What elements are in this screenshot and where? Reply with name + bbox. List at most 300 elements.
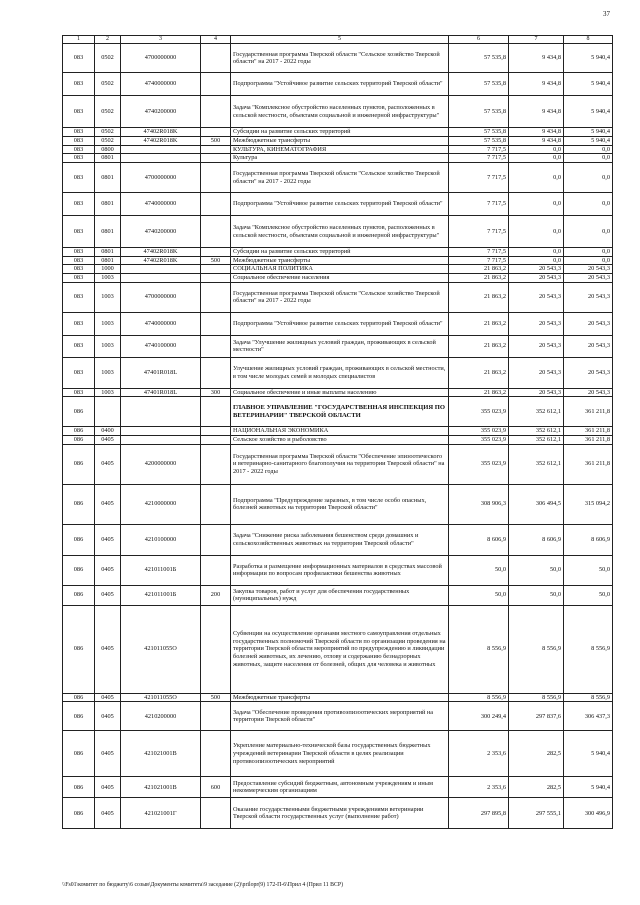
target-article-cell: 421011055О: [121, 605, 201, 693]
amount-2018-cell: 2 353,6: [449, 731, 509, 777]
amount-2020-cell: 0,0: [564, 193, 613, 216]
amount-2018-cell: 7 717,5: [449, 216, 509, 248]
admin-code-cell: 086: [63, 436, 95, 445]
section-code-cell: 0405: [95, 484, 121, 524]
expense-type-cell: [201, 702, 231, 731]
amount-2018-cell: 21 863,2: [449, 265, 509, 274]
table-row: [63, 555, 613, 585]
column-header: 7: [509, 36, 564, 44]
table-row: [63, 193, 613, 216]
amount-2019-cell: 352 612,1: [509, 436, 564, 445]
amount-2020-cell: 0,0: [564, 145, 613, 154]
admin-code-cell: 083: [63, 163, 95, 193]
section-code-cell: 0405: [95, 605, 121, 693]
expense-type-cell: [201, 44, 231, 73]
description-cell: Межбюджетные трансферты: [231, 256, 449, 265]
amount-2018-cell: 21 863,2: [449, 335, 509, 357]
amount-2020-cell: 5 940,4: [564, 731, 613, 777]
table-row: [63, 777, 613, 798]
target-article-cell: 47402R018K: [121, 248, 201, 257]
section-code-cell: 0801: [95, 216, 121, 248]
amount-2018-cell: 300 249,4: [449, 702, 509, 731]
amount-2020-cell: 306 437,3: [564, 702, 613, 731]
admin-code-cell: 086: [63, 693, 95, 702]
amount-2018-cell: 355 023,9: [449, 444, 509, 484]
admin-code-cell: 083: [63, 145, 95, 154]
table-row: [63, 388, 613, 397]
section-code-cell: 0405: [95, 585, 121, 605]
section-code-cell: 0502: [95, 73, 121, 96]
section-code-cell: 0801: [95, 163, 121, 193]
expense-type-cell: [201, 335, 231, 357]
table-row: [63, 248, 613, 257]
expense-type-cell: [201, 265, 231, 274]
amount-2019-cell: 20 543,3: [509, 357, 564, 388]
target-article-cell: 47402R018K: [121, 256, 201, 265]
section-code-cell: 0405: [95, 444, 121, 484]
amount-2019-cell: 9 434,8: [509, 136, 564, 145]
admin-code-cell: 083: [63, 216, 95, 248]
amount-2019-cell: 0,0: [509, 145, 564, 154]
target-article-cell: 4740200000: [121, 96, 201, 128]
description-cell: Закупка товаров, работ и услуг для обеспечения государственных (муниципальных) нужд: [231, 585, 449, 605]
admin-code-cell: 086: [63, 702, 95, 731]
section-code-cell: 1003: [95, 312, 121, 335]
admin-code-cell: 086: [63, 555, 95, 585]
section-code-cell: 0405: [95, 555, 121, 585]
amount-2019-cell: 0,0: [509, 256, 564, 265]
description-cell: Межбюджетные трансферты: [231, 693, 449, 702]
amount-2018-cell: 297 895,8: [449, 798, 509, 829]
target-article-cell: 4700000000: [121, 163, 201, 193]
amount-2019-cell: 9 434,8: [509, 96, 564, 128]
admin-code-cell: 083: [63, 274, 95, 283]
amount-2018-cell: 7 717,5: [449, 193, 509, 216]
amount-2019-cell: 50,0: [509, 555, 564, 585]
table-row: [63, 44, 613, 73]
amount-2019-cell: 20 543,3: [509, 388, 564, 397]
admin-code-cell: 083: [63, 312, 95, 335]
amount-2019-cell: 352 612,1: [509, 397, 564, 427]
amount-2018-cell: 8 556,9: [449, 605, 509, 693]
admin-code-cell: 083: [63, 154, 95, 163]
admin-code-cell: 083: [63, 193, 95, 216]
description-cell: Сельское хозяйство и рыболовство: [231, 436, 449, 445]
table-row: [63, 163, 613, 193]
amount-2018-cell: 57 535,8: [449, 73, 509, 96]
expense-type-cell: [201, 731, 231, 777]
amount-2018-cell: 57 535,8: [449, 96, 509, 128]
admin-code-cell: 086: [63, 427, 95, 436]
column-header: 2: [95, 36, 121, 44]
amount-2019-cell: 297 555,1: [509, 798, 564, 829]
description-cell: Подпрограмма "Предупреждение заразных, в том числе особо опасных, болезней животных на территории Тверской области": [231, 484, 449, 524]
section-code-cell: 0405: [95, 693, 121, 702]
amount-2020-cell: 315 094,2: [564, 484, 613, 524]
description-cell: Подпрограмма "Устойчивое развитие сельских территорий Тверской области": [231, 312, 449, 335]
amount-2020-cell: 0,0: [564, 163, 613, 193]
amount-2019-cell: 0,0: [509, 193, 564, 216]
amount-2020-cell: 5 940,4: [564, 73, 613, 96]
amount-2018-cell: 57 535,8: [449, 136, 509, 145]
description-cell: Социальное обеспечение и иные выплаты населению: [231, 388, 449, 397]
expense-type-cell: [201, 444, 231, 484]
amount-2018-cell: 57 535,8: [449, 128, 509, 137]
description-cell: Задача "Комплексное обустройство населенных пунктов, расположенных в сельской местности, объектами социальной и инженерной инфраструктуры": [231, 96, 449, 128]
admin-code-cell: 083: [63, 357, 95, 388]
section-code-cell: 0405: [95, 798, 121, 829]
target-article-cell: 47401R018L: [121, 357, 201, 388]
amount-2018-cell: 50,0: [449, 585, 509, 605]
amount-2018-cell: 355 023,9: [449, 397, 509, 427]
description-cell: Разработка и размещение информационных материалов в средствах массовой информации по вопросам профилактики бешенства животных: [231, 555, 449, 585]
table-row: [63, 335, 613, 357]
budget-table: [62, 35, 613, 829]
amount-2019-cell: 8 606,9: [509, 524, 564, 555]
amount-2020-cell: 361 211,8: [564, 427, 613, 436]
description-cell: Предоставление субсидий бюджетным, автономным учреждениям и иным некоммерческим организациям: [231, 777, 449, 798]
expense-type-cell: 500: [201, 136, 231, 145]
table-row: [63, 73, 613, 96]
amount-2018-cell: 7 717,5: [449, 154, 509, 163]
target-article-cell: 47401R018L: [121, 388, 201, 397]
description-cell: КУЛЬТУРА, КИНЕМАТОГРАФИЯ: [231, 145, 449, 154]
expense-type-cell: [201, 73, 231, 96]
amount-2018-cell: 355 023,9: [449, 436, 509, 445]
section-code-cell: 1003: [95, 388, 121, 397]
admin-code-cell: 086: [63, 585, 95, 605]
admin-code-cell: 086: [63, 524, 95, 555]
target-article-cell: 4700000000: [121, 44, 201, 73]
section-code-cell: 0801: [95, 193, 121, 216]
table-row: [63, 484, 613, 524]
section-code-cell: 0801: [95, 256, 121, 265]
expense-type-cell: [201, 193, 231, 216]
table-row: [63, 605, 613, 693]
table-row: [63, 444, 613, 484]
section-code-cell: 0502: [95, 136, 121, 145]
target-article-cell: 421011001Б: [121, 555, 201, 585]
amount-2020-cell: 5 940,4: [564, 777, 613, 798]
amount-2019-cell: 20 543,3: [509, 265, 564, 274]
amount-2019-cell: 297 837,6: [509, 702, 564, 731]
amount-2018-cell: 2 353,6: [449, 777, 509, 798]
target-article-cell: 421021001Г: [121, 798, 201, 829]
column-header: 3: [121, 36, 201, 44]
expense-type-cell: [201, 312, 231, 335]
amount-2020-cell: 361 211,8: [564, 397, 613, 427]
admin-code-cell: 083: [63, 388, 95, 397]
table-row: [63, 136, 613, 145]
amount-2019-cell: 20 543,3: [509, 335, 564, 357]
expense-type-cell: [201, 484, 231, 524]
amount-2020-cell: 20 543,3: [564, 274, 613, 283]
table-row: [63, 397, 613, 427]
expense-type-cell: [201, 274, 231, 283]
description-cell: Задача "Снижение риска заболевания бешенством среди домашних и сельскохозяйственных животных на территории Тверской области": [231, 524, 449, 555]
target-article-cell: 4200000000: [121, 444, 201, 484]
target-article-cell: 4210200000: [121, 702, 201, 731]
table-row: [63, 282, 613, 312]
table-row: [63, 436, 613, 445]
amount-2020-cell: 300 496,9: [564, 798, 613, 829]
amount-2020-cell: 50,0: [564, 555, 613, 585]
target-article-cell: [121, 427, 201, 436]
amount-2020-cell: 20 543,3: [564, 265, 613, 274]
table-row: [63, 524, 613, 555]
section-code-cell: 0400: [95, 427, 121, 436]
description-cell: Культура: [231, 154, 449, 163]
expense-type-cell: 200: [201, 585, 231, 605]
expense-type-cell: [201, 436, 231, 445]
description-cell: Государственная программа Тверской области "Сельское хозяйство Тверской области" на 2017 - 2022 годы: [231, 282, 449, 312]
amount-2019-cell: 282,5: [509, 777, 564, 798]
section-code-cell: [95, 397, 121, 427]
admin-code-cell: 083: [63, 248, 95, 257]
admin-code-cell: 083: [63, 256, 95, 265]
expense-type-cell: [201, 128, 231, 137]
admin-code-cell: 086: [63, 484, 95, 524]
table-row: [63, 265, 613, 274]
amount-2019-cell: 8 556,9: [509, 693, 564, 702]
amount-2018-cell: 57 535,8: [449, 44, 509, 73]
amount-2020-cell: 0,0: [564, 248, 613, 257]
target-article-cell: [121, 397, 201, 427]
table-row: [63, 585, 613, 605]
column-header: 5: [231, 36, 449, 44]
table-row: [63, 274, 613, 283]
amount-2018-cell: 7 717,5: [449, 163, 509, 193]
expense-type-cell: [201, 524, 231, 555]
section-code-cell: 1003: [95, 274, 121, 283]
description-cell: СОЦИАЛЬНАЯ ПОЛИТИКА: [231, 265, 449, 274]
column-header: 4: [201, 36, 231, 44]
section-code-cell: 1003: [95, 335, 121, 357]
description-cell: НАЦИОНАЛЬНАЯ ЭКОНОМИКА: [231, 427, 449, 436]
description-cell: Подпрограмма "Устойчивое развитие сельских территорий Тверской области": [231, 193, 449, 216]
expense-type-cell: 500: [201, 256, 231, 265]
section-code-cell: 0405: [95, 436, 121, 445]
expense-type-cell: [201, 282, 231, 312]
description-cell: Подпрограмма "Устойчивое развитие сельских территорий Тверской области": [231, 73, 449, 96]
description-cell: Задача "Улучшение жилищных условий граждан, проживающих в сельской местности": [231, 335, 449, 357]
admin-code-cell: 086: [63, 397, 95, 427]
target-article-cell: [121, 265, 201, 274]
table-row: [63, 154, 613, 163]
amount-2018-cell: 21 863,2: [449, 274, 509, 283]
description-cell: Государственная программа Тверской области "Сельское хозяйство Тверской области" на 2017 - 2022 годы: [231, 163, 449, 193]
amount-2018-cell: 21 863,2: [449, 388, 509, 397]
amount-2020-cell: 20 543,3: [564, 312, 613, 335]
amount-2020-cell: 0,0: [564, 256, 613, 265]
target-article-cell: 4210100000: [121, 524, 201, 555]
table-row: [63, 312, 613, 335]
amount-2019-cell: 282,5: [509, 731, 564, 777]
admin-code-cell: 083: [63, 128, 95, 137]
table-row: [63, 798, 613, 829]
admin-code-cell: 083: [63, 73, 95, 96]
expense-type-cell: [201, 145, 231, 154]
amount-2018-cell: 50,0: [449, 555, 509, 585]
target-article-cell: 421011001Б: [121, 585, 201, 605]
amount-2018-cell: 21 863,2: [449, 312, 509, 335]
amount-2019-cell: 0,0: [509, 163, 564, 193]
amount-2018-cell: 7 717,5: [449, 256, 509, 265]
amount-2020-cell: 5 940,4: [564, 136, 613, 145]
amount-2019-cell: 0,0: [509, 216, 564, 248]
admin-code-cell: 086: [63, 777, 95, 798]
column-header: 6: [449, 36, 509, 44]
amount-2020-cell: 361 211,8: [564, 436, 613, 445]
description-cell: Задача "Обеспечение проведения противоэпизоотических мероприятий на территории Тверской области": [231, 702, 449, 731]
amount-2020-cell: 8 556,9: [564, 693, 613, 702]
description-cell: Субсидии на развитие сельских территорий: [231, 128, 449, 137]
section-code-cell: 1000: [95, 265, 121, 274]
section-code-cell: 1003: [95, 282, 121, 312]
amount-2019-cell: 9 434,8: [509, 128, 564, 137]
target-article-cell: 4210000000: [121, 484, 201, 524]
admin-code-cell: 083: [63, 44, 95, 73]
amount-2020-cell: 8 606,9: [564, 524, 613, 555]
amount-2020-cell: 361 211,8: [564, 444, 613, 484]
target-article-cell: 421021001В: [121, 777, 201, 798]
amount-2019-cell: 352 612,1: [509, 444, 564, 484]
admin-code-cell: 086: [63, 798, 95, 829]
expense-type-cell: 600: [201, 777, 231, 798]
admin-code-cell: 083: [63, 265, 95, 274]
amount-2018-cell: 7 717,5: [449, 248, 509, 257]
description-cell: Субсидии на развитие сельских территорий: [231, 248, 449, 257]
target-article-cell: 47402R018K: [121, 136, 201, 145]
target-article-cell: 4740100000: [121, 335, 201, 357]
amount-2018-cell: 21 863,2: [449, 357, 509, 388]
description-cell: ГЛАВНОЕ УПРАВЛЕНИЕ "ГОСУДАРСТВЕННАЯ ИНСПЕКЦИЯ ПО ВЕТЕРИНАРИИ" ТВЕРСКОЙ ОБЛАСТИ: [231, 397, 449, 427]
description-cell: Субвенции на осуществление органами местного самоуправления отдельных государственных полномочий Тверской области по организации проведения на территории Тверской области мероприятий по предупреждению и ликвидации болезней животных, их лечению, отлову и содержанию безнадзорных животных, защите населения от болезней, общих для человека и животных: [231, 605, 449, 693]
expense-type-cell: [201, 605, 231, 693]
table-row: [63, 96, 613, 128]
section-code-cell: 0800: [95, 145, 121, 154]
admin-code-cell: 083: [63, 96, 95, 128]
table-row: [63, 357, 613, 388]
target-article-cell: 4700000000: [121, 282, 201, 312]
amount-2020-cell: 50,0: [564, 585, 613, 605]
amount-2020-cell: 0,0: [564, 216, 613, 248]
expense-type-cell: [201, 96, 231, 128]
expense-type-cell: [201, 555, 231, 585]
amount-2018-cell: 355 023,9: [449, 427, 509, 436]
description-cell: Улучшение жилищных условий граждан, проживающих в сельской местности, в том числе молодых семей и молодых специалистов: [231, 357, 449, 388]
column-number-row: [63, 36, 613, 44]
expense-type-cell: [201, 154, 231, 163]
table-row: [63, 427, 613, 436]
expense-type-cell: [201, 163, 231, 193]
expense-type-cell: 500: [201, 693, 231, 702]
section-code-cell: 0405: [95, 777, 121, 798]
description-cell: Задача "Комплексное обустройство населенных пунктов, расположенных в сельской местности, объектами социальной и инженерной инфраструктуры": [231, 216, 449, 248]
amount-2019-cell: 9 434,8: [509, 73, 564, 96]
expense-type-cell: [201, 427, 231, 436]
admin-code-cell: 083: [63, 335, 95, 357]
amount-2019-cell: 20 543,3: [509, 282, 564, 312]
target-article-cell: 4740000000: [121, 193, 201, 216]
table-row: [63, 693, 613, 702]
amount-2019-cell: 0,0: [509, 248, 564, 257]
page-number: 37: [603, 10, 610, 18]
amount-2020-cell: 20 543,3: [564, 357, 613, 388]
target-article-cell: [121, 154, 201, 163]
target-article-cell: 421021001В: [121, 731, 201, 777]
admin-code-cell: 083: [63, 136, 95, 145]
description-cell: Социальное обеспечение населения: [231, 274, 449, 283]
target-article-cell: 421011055О: [121, 693, 201, 702]
amount-2019-cell: 50,0: [509, 585, 564, 605]
amount-2020-cell: 0,0: [564, 154, 613, 163]
expense-type-cell: [201, 397, 231, 427]
table-row: [63, 702, 613, 731]
description-cell: Государственная программа Тверской области "Сельское хозяйство Тверской области" на 2017 - 2022 годы: [231, 44, 449, 73]
section-code-cell: 0405: [95, 524, 121, 555]
target-article-cell: 4740000000: [121, 312, 201, 335]
target-article-cell: 4740000000: [121, 73, 201, 96]
column-header: 1: [63, 36, 95, 44]
amount-2020-cell: 20 543,3: [564, 388, 613, 397]
amount-2020-cell: 5 940,4: [564, 44, 613, 73]
file-path-footer: \\Fs01\комитет по бюджету\6 созыв\Документы комитета\9 заседание (2)\prilopr(9) 172-П-6\Прил 4 (Прил 11 ВСР): [62, 882, 344, 888]
expense-type-cell: 300: [201, 388, 231, 397]
amount-2019-cell: 20 543,3: [509, 274, 564, 283]
expense-type-cell: [201, 357, 231, 388]
description-cell: Государственная программа Тверской области "Обеспечение эпизоотического и ветеринарно-санитарного благополучия на территории Тверской области" на 2017 - 2022 годы: [231, 444, 449, 484]
expense-type-cell: [201, 216, 231, 248]
column-header: 8: [564, 36, 613, 44]
table-row: [63, 256, 613, 265]
table-row: [63, 145, 613, 154]
admin-code-cell: 086: [63, 731, 95, 777]
section-code-cell: 0502: [95, 44, 121, 73]
amount-2020-cell: 20 543,3: [564, 282, 613, 312]
amount-2018-cell: 8 606,9: [449, 524, 509, 555]
expense-type-cell: [201, 248, 231, 257]
target-article-cell: 4740200000: [121, 216, 201, 248]
admin-code-cell: 083: [63, 282, 95, 312]
target-article-cell: 47402R018K: [121, 128, 201, 137]
amount-2020-cell: 8 556,9: [564, 605, 613, 693]
amount-2018-cell: 8 556,9: [449, 693, 509, 702]
description-cell: Оказание государственными бюджетными учреждениями ветеринарии Тверской области государственных услуг (выполнение работ): [231, 798, 449, 829]
amount-2019-cell: 306 494,5: [509, 484, 564, 524]
amount-2019-cell: 20 543,3: [509, 312, 564, 335]
target-article-cell: [121, 274, 201, 283]
section-code-cell: 0801: [95, 154, 121, 163]
table-row: [63, 128, 613, 137]
admin-code-cell: 086: [63, 605, 95, 693]
section-code-cell: 0801: [95, 248, 121, 257]
description-cell: Укрепление материально-технической базы государственных бюджетных учреждений ветеринарии Тверской области в целях реализации противоэпизоотических мероприятий: [231, 731, 449, 777]
section-code-cell: 0502: [95, 96, 121, 128]
section-code-cell: 0502: [95, 128, 121, 137]
section-code-cell: 0405: [95, 731, 121, 777]
amount-2018-cell: 21 863,2: [449, 282, 509, 312]
target-article-cell: [121, 145, 201, 154]
expense-type-cell: [201, 798, 231, 829]
amount-2020-cell: 5 940,4: [564, 96, 613, 128]
amount-2020-cell: 5 940,4: [564, 128, 613, 137]
amount-2019-cell: 9 434,8: [509, 44, 564, 73]
amount-2019-cell: 0,0: [509, 154, 564, 163]
table-row: [63, 731, 613, 777]
amount-2018-cell: 7 717,5: [449, 145, 509, 154]
amount-2019-cell: 8 556,9: [509, 605, 564, 693]
